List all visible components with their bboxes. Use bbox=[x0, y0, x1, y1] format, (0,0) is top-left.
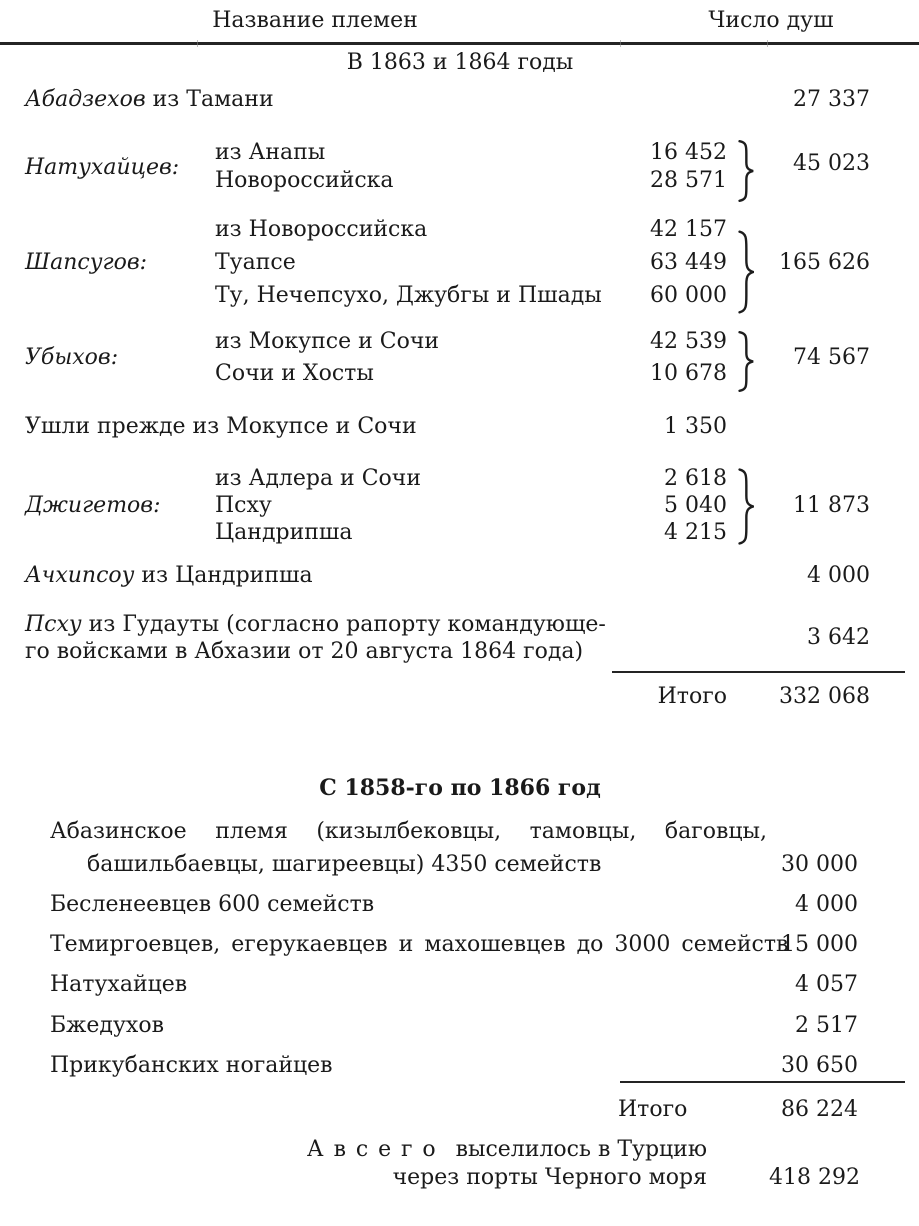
tribe-origin: из Цандрипша bbox=[134, 563, 313, 588]
tribe-name: Абадзехов bbox=[25, 87, 146, 112]
row-value: 15 000 bbox=[781, 932, 858, 957]
group-total: 74 567 bbox=[793, 345, 870, 370]
column-tick bbox=[620, 40, 621, 47]
brace-icon bbox=[737, 230, 754, 314]
place-value: 60 000 bbox=[650, 283, 727, 308]
tribe-label-natukhay: Натухайцев: bbox=[25, 155, 180, 180]
row-pskhu-line1 bbox=[25, 611, 606, 638]
row-abadzekh-value: 27 337 bbox=[793, 87, 870, 112]
table-row: Прикубанских ногайцев bbox=[50, 1053, 333, 1078]
period2-total-label: Итого bbox=[618, 1097, 688, 1122]
brace-icon bbox=[737, 468, 754, 545]
place-item: Сочи и Хосты bbox=[215, 361, 374, 386]
place-item: Цандрипша bbox=[215, 520, 353, 545]
group-total: 45 023 bbox=[793, 151, 870, 176]
grand-total-spaced-word: всего bbox=[333, 1137, 446, 1162]
row-ushli-value: 1 350 bbox=[664, 414, 727, 439]
row-pskhu-line2: го войсками в Абхазии от 20 августа 1864 года) bbox=[25, 639, 584, 664]
place-value: 5 040 bbox=[664, 493, 727, 518]
row-achkhipsou-value: 4 000 bbox=[807, 563, 870, 588]
row-achkhipsou bbox=[25, 562, 313, 589]
place-value: 16 452 bbox=[650, 140, 727, 165]
tribe-label-ubykh: Убыхов: bbox=[25, 345, 119, 370]
grand-total-line1 bbox=[307, 1136, 707, 1163]
place-item: Псху bbox=[215, 493, 272, 518]
place-value: 42 157 bbox=[650, 217, 727, 242]
tribe-origin: из Гудауты (согласно рапорту командующе- bbox=[81, 612, 606, 637]
place-value: 10 678 bbox=[650, 361, 727, 386]
period2-total-value: 86 224 bbox=[781, 1097, 858, 1122]
place-item: Новороссийска bbox=[215, 168, 394, 193]
grand-total-prefix: А bbox=[306, 1137, 324, 1162]
tribe-name: Псху bbox=[25, 612, 82, 637]
header-rule bbox=[0, 42, 919, 45]
place-value: 4 215 bbox=[664, 520, 727, 545]
period1-title: В 1863 и 1864 годы bbox=[346, 50, 574, 75]
period1-total-label: Итого bbox=[657, 684, 727, 709]
table-row: Бесленеевцев 600 семейств bbox=[50, 892, 375, 917]
group-total: 165 626 bbox=[779, 250, 870, 275]
tribe-label-shapsug: Шапсугов: bbox=[25, 250, 148, 275]
period1-total-value: 332 068 bbox=[779, 684, 870, 709]
grand-total-line1-rest: выселилось в Турцию bbox=[455, 1137, 707, 1162]
place-value: 28 571 bbox=[650, 168, 727, 193]
place-item: Ту, Нечепсухо, Джубгы и Пшады bbox=[215, 283, 602, 308]
column-header-souls: Число душ bbox=[708, 8, 834, 33]
place-item: из Адлера и Сочи bbox=[215, 466, 421, 491]
tribe-label-dzhiget: Джигетов: bbox=[25, 493, 161, 518]
place-item: Туапсе bbox=[215, 250, 296, 275]
table-row: Бжедухов bbox=[50, 1013, 164, 1038]
brace-icon bbox=[737, 331, 754, 392]
tribe-origin: из Тамани bbox=[145, 87, 274, 112]
column-tick bbox=[767, 40, 768, 47]
grand-total-value: 418 292 bbox=[769, 1165, 860, 1190]
place-value: 42 539 bbox=[650, 329, 727, 354]
column-header-tribes: Название племен bbox=[212, 8, 418, 33]
row-pskhu-value: 3 642 bbox=[807, 625, 870, 650]
subtotal-rule bbox=[620, 1081, 905, 1083]
group-total: 11 873 bbox=[793, 493, 870, 518]
brace-icon bbox=[737, 140, 754, 202]
row-abazin-value: 30 000 bbox=[781, 852, 858, 877]
place-item: из Новороссийска bbox=[215, 217, 428, 242]
grand-total-line2: через порты Черного моря bbox=[392, 1165, 707, 1190]
row-value: 2 517 bbox=[795, 1013, 858, 1038]
row-abazin-line2: башильбаевцы, шагиреевцы) 4350 семейств bbox=[87, 852, 602, 877]
table-row: Темиргоевцев, егерукаевцев и махошевцев до 3000 семейств bbox=[50, 932, 789, 957]
row-value: 30 650 bbox=[781, 1053, 858, 1078]
place-item: из Мокупсе и Сочи bbox=[215, 329, 440, 354]
subtotal-rule bbox=[612, 671, 905, 673]
row-ushli: Ушли прежде из Мокупсе и Сочи bbox=[25, 414, 417, 439]
place-value: 2 618 bbox=[664, 466, 727, 491]
place-value: 63 449 bbox=[650, 250, 727, 275]
table-row: Натухайцев bbox=[50, 972, 188, 997]
place-item: из Анапы bbox=[215, 140, 326, 165]
row-abazin-line1: Абазинское племя (кизылбековцы, тамовцы, баговцы, bbox=[50, 819, 767, 844]
row-value: 4 000 bbox=[795, 892, 858, 917]
row-value: 4 057 bbox=[795, 972, 858, 997]
tribe-name: Ачхипсоу bbox=[25, 563, 135, 588]
column-tick bbox=[197, 40, 198, 47]
row-abadzekh bbox=[25, 86, 274, 113]
period2-title: С 1858-го по 1866 год bbox=[319, 775, 601, 801]
